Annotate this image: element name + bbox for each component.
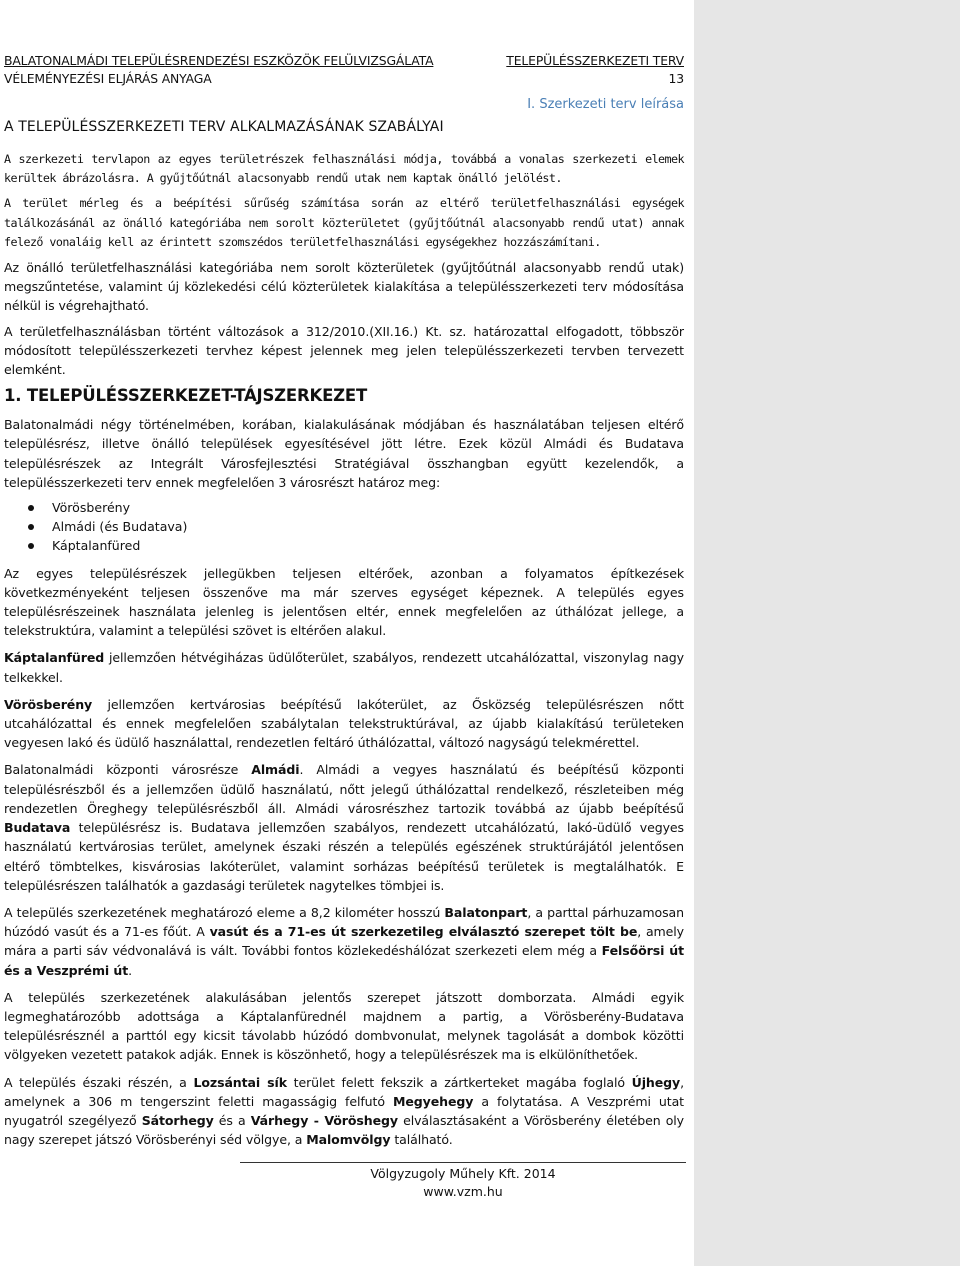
paragraph-text: jellemzően hétvégiházas üdülőterület, szabályos, rendezett utcahálózattal, viszonylag nagy telkekkel. (4, 650, 684, 685)
list-item: Vörösberény (52, 498, 684, 517)
section-heading: 1. TELEPÜLÉSSZERKEZET-TÁJSZERKEZET (4, 386, 368, 406)
paragraph-text: és a (213, 1112, 251, 1128)
running-header-line1 (4, 52, 684, 70)
bold-term: Várhegy - Vöröshegy (250, 1112, 398, 1128)
paragraph-text: településrész is. Budatava jellemzően szabályos, rendezett utcahálózatú, lakó-üdülő vegyes használatú kertvárosias terület, amelynek északi részén a település egészének struktúrájától jelentősen eltérő tömbtelkes, kisvárosias lakóterület, valamint sorházas beépítésű területek is megtalálhatók. E településrészen találhatók a gazdasági területek nagytelkes tömbjei is. (4, 820, 684, 893)
header-project-title: BALATONALMÁDI TELEPÜLÉSRENDEZÉSI ESZKÖZÖK FELÜLVIZSGÁLATA (4, 53, 434, 68)
paragraph-text: . Almádi a vegyes használatú és beépítésű központi településrészből és a jellemzően üdülő használatú, nőtt jelegű úthálózattal rendelkező, részleteiben még rendezetlen Öreghegy településrészből áll. Almádi városrészhez tartozik továbbá az újabb beépítésű (4, 762, 684, 816)
page-number: 13 (668, 71, 684, 86)
paragraph-text: , amely mára a parti sáv védvonalává is vált. További fontos közlekedéshálózat szerkezeti elem még a (4, 924, 684, 959)
bold-term: Vörösberény (4, 696, 93, 712)
comment-margin-panel (694, 0, 960, 1266)
bold-term: Felsőörsi út és a Veszprémi út (4, 943, 685, 978)
structure-paragraph (4, 903, 684, 980)
footer-website-link[interactable]: www.vzm.hu (423, 1184, 503, 1199)
bold-term: Almádi (251, 762, 300, 778)
paragraph-text: . (128, 962, 133, 978)
bold-term: Malomvölgy (306, 1132, 391, 1148)
districts-list (4, 498, 684, 556)
paragraph-text: jellemzően kertvárosias beépítésű lakóterület, az Ősközség településrészen nőtt utcahálózattal és ennek megfelelően szabálytalan telekstruktúrával, az újabb kialakítású területeken vegyesen lakó és üdülő használattal, rendezetlen feltáró úthálózattal, változó nagyságú telekmérettel. (4, 696, 684, 751)
rules-title: A TELEPÜLÉSSZERKEZETI TERV ALKALMAZÁSÁNAK SZABÁLYAI (4, 119, 444, 135)
vorosbereny-paragraph (4, 695, 684, 753)
paragraph-text: található. (390, 1132, 453, 1148)
header-procedure: VÉLEMÉNYEZÉSI ELJÁRÁS ANYAGA (4, 71, 212, 86)
north-paragraph (4, 1073, 684, 1150)
section-paragraph-1: Balatonalmádi négy történelmében, korában, kialakulásának módjában és használatában teljesen eltérő településrész, illetve önálló települések egyesítésével jött létre. Ezek közül Almádi és Budatava településrészek az Integrált Városfejlesztési Stratégiával összhangban együtt kezelendők, a településszerkezeti terv ennek megfelelően 3 városrészt határoz meg: (4, 417, 684, 490)
list-item: Káptalanfüred (52, 536, 684, 555)
bold-term: vasút és a 71-es út szerkezetileg elválasztó szerepet tölt be (209, 924, 638, 940)
bold-term: Újhegy (631, 1074, 681, 1090)
bold-term: Lozsántai sík (193, 1074, 287, 1090)
intro-paragraph-2: A terület mérleg és a beépítési sűrűség számítása során az eltérő területfelhasználási egységek találkozásánál az önálló kategóriába nem sorolt közterületet (gyűjtőútnál alacsonyabb rendű utat) annak felező vonaláig kell az érintett szomszédos területfelhasználási egységekhez hozzászámítani. (4, 196, 684, 249)
terrain-paragraph: A település szerkezetének alakulásában jelentős szerepet játszott domborzata. Almádi egyik legmeghatározóbb adottsága a Káptalanfürednél majdnem a partig, a Vörösberény-Budatava településrésznél a parttól egy kicsit távolabb húzódó dombvonulat, melynek tagolását a dombok közötti völgyeken vezetett patakok adják. Ennek is köszönhető, hogy a településrészek ma is elkülöníthetőek. (4, 989, 684, 1063)
list-item: Almádi (és Budatava) (52, 517, 684, 536)
intro-paragraph-4: A területfelhasználásban történt változások a 312/2010.(XII.16.) Kt. sz. határozattal elfogadott, többször módosított településszerkezeti tervhez képest jelennek meg jelen településszerkezeti tervben tervezett elemként. (4, 323, 684, 378)
paragraph-text: , a parttal párhuzamosan húzódó vasút és a 71-es főút. A (4, 904, 685, 940)
section-paragraph-2: Az egyes településrészek jellegükben teljesen eltérőek, azonban a folyamatos építkezések következményeként teljesen összenőve ma már szerves egységet képeznek. A település egyes településrészeinek használata jelenleg is jelentősen eltér, ennek megfelelően az úthálózat jellege, a telekstruktúra, valamint a települési szövet is eltérően alakul. (4, 565, 684, 639)
paragraph-text: Balatonalmádi központi városrésze (4, 762, 252, 778)
paragraph-text: , amelynek a 306 m tengerszint feletti magasságig felfutó (4, 1074, 684, 1109)
document-page (4, 52, 684, 1157)
paragraph-text: elválasztásaként a Vörösberény életében oly nagy szerepet játszó Vörösberényi séd völgye, a (4, 1112, 685, 1148)
section-tag: I. Szerkezeti terv leírása (527, 97, 684, 112)
page-footer (240, 1162, 686, 1201)
bold-term: Sátorhegy (141, 1112, 214, 1128)
bold-term: Megyehegy (392, 1093, 474, 1109)
bold-term: Budatava (4, 820, 71, 836)
header-document-type: TELEPÜLÉSSZERKEZETI TERV (506, 53, 684, 68)
bold-term: Balatonpart (444, 904, 528, 920)
kaptalanfured-paragraph (4, 648, 684, 686)
intro-paragraph-3: Az önálló területfelhasználási kategóriába nem sorolt közterületek (gyűjtőútnál alacsonyabb rendű utak) megszűntetése, valamint új közlekedési célú közterületek kialakítása a településszerkezeti terv módosítása nélkül is végrehajtható. (4, 260, 684, 314)
paragraph-text: terület felett fekszik a zártkerteket magába foglaló (286, 1074, 632, 1090)
intro-paragraph-1: A szerkezeti tervlapon az egyes területrészek felhasználási módja, továbbá a vonalas szerkezeti elemek kerültek ábrázolásra. A gyűjtőútnál alacsonyabb rendű utak nem kaptak önálló jelölést. (4, 152, 684, 186)
almadi-paragraph (4, 760, 684, 894)
paragraph-text: a folytatása. A Veszprémi utat nyugatról szegélyező (4, 1093, 684, 1128)
paragraph-text: A település szerkezetének meghatározó eleme a 8,2 kilométer hosszú (4, 904, 445, 920)
paragraph-text: A település északi részén, a (4, 1074, 194, 1090)
running-header-line2 (4, 70, 684, 88)
footer-company: Völgyzugoly Műhely Kft. 2014 (370, 1166, 556, 1181)
bold-term: Káptalanfüred (4, 650, 105, 666)
